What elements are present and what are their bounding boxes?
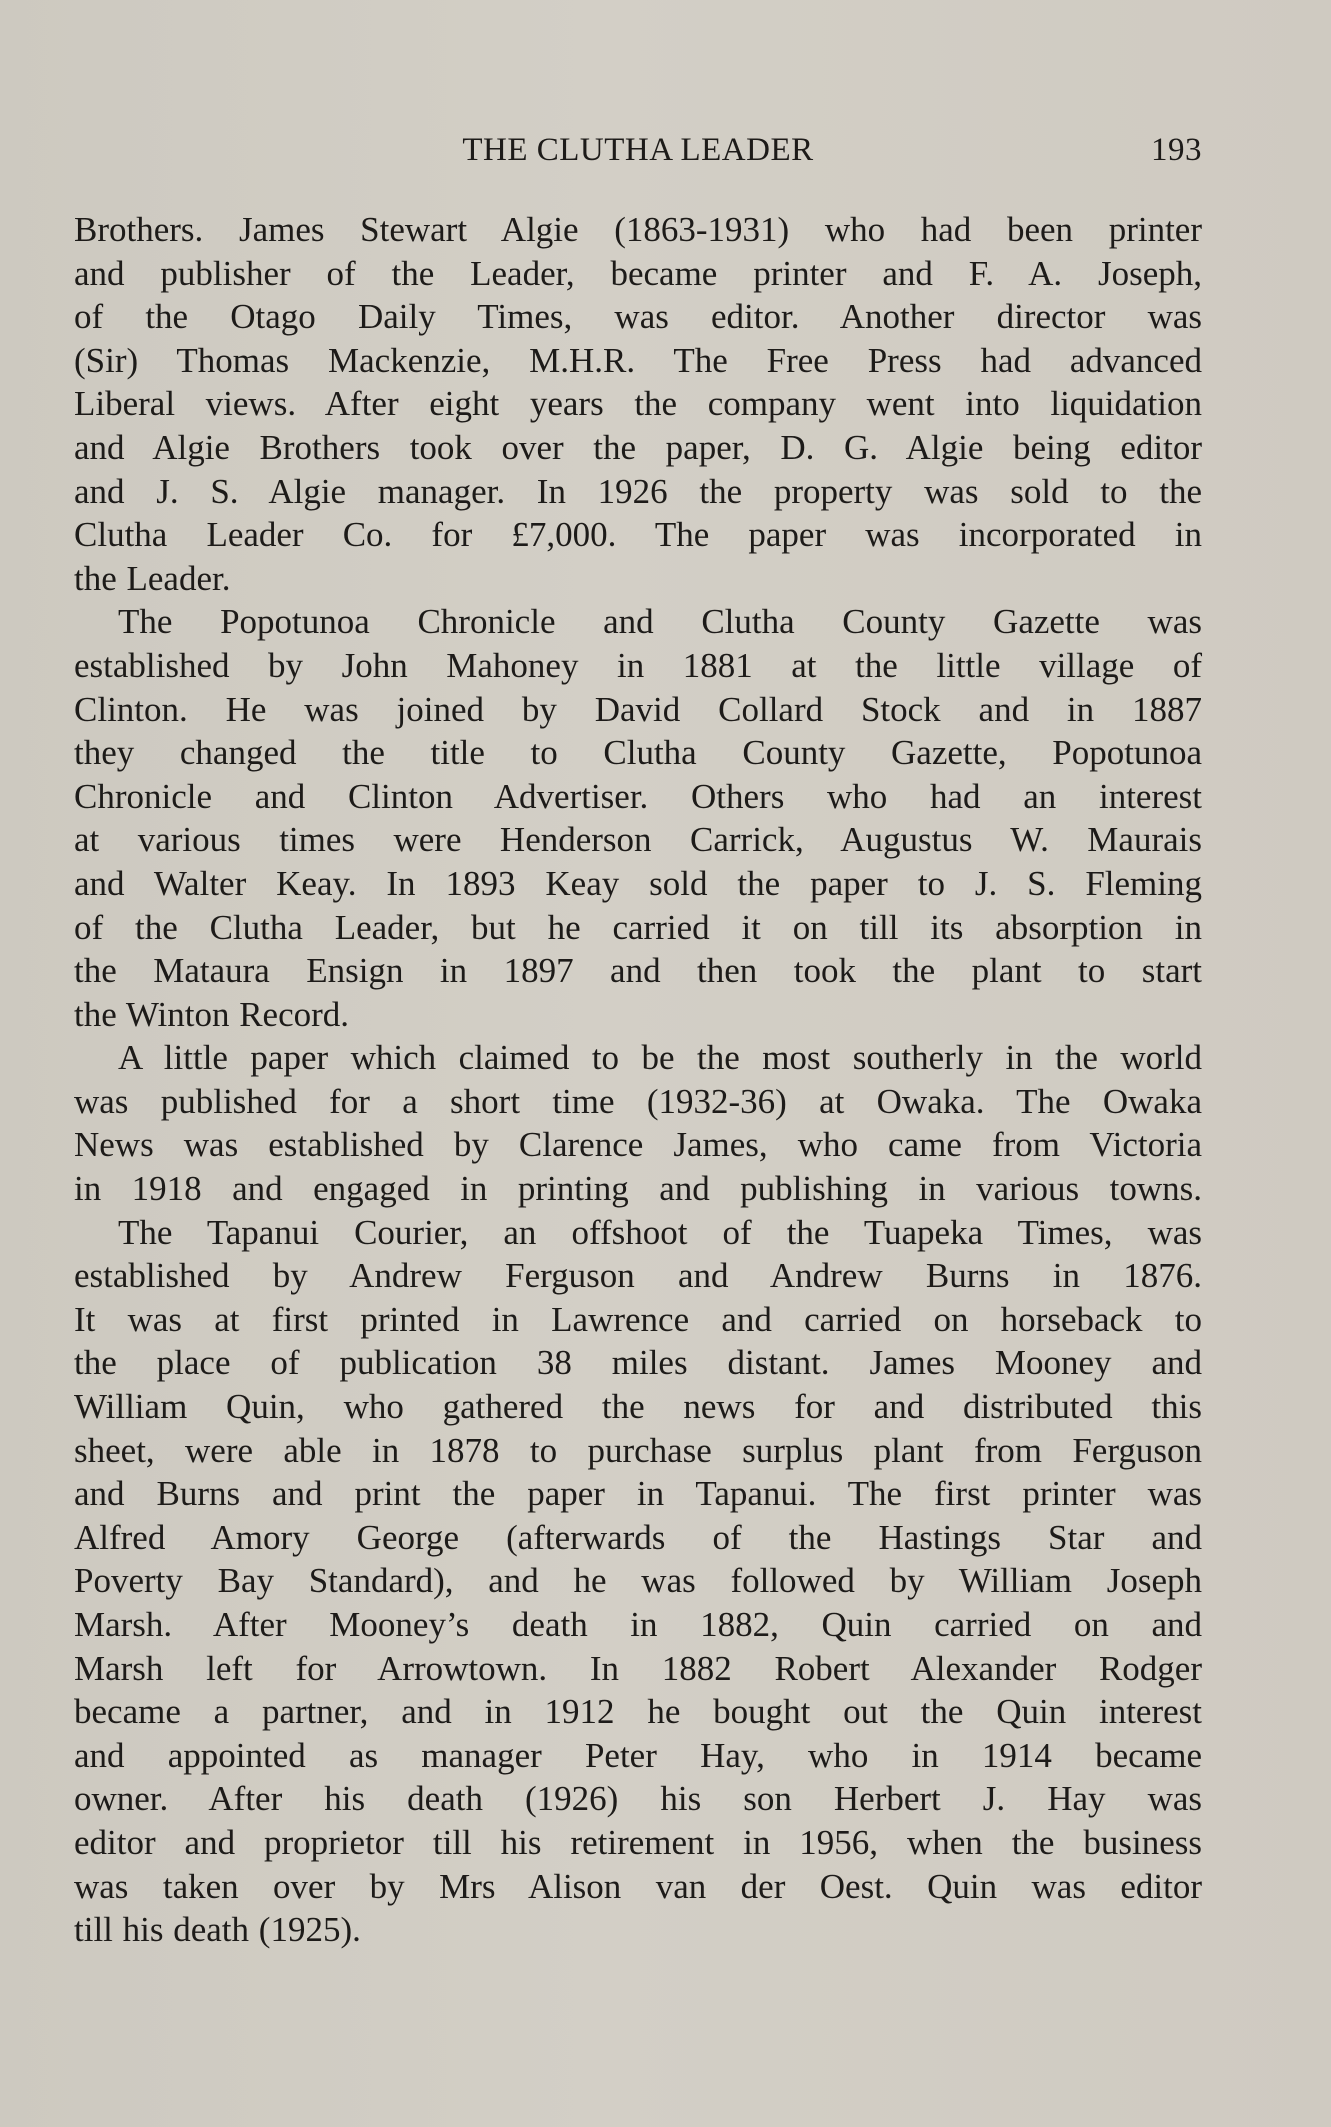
text-line: became a partner, and in 1912 he bought out the Quin interest bbox=[74, 1692, 1202, 1732]
text-line: Chronicle and Clinton Advertiser. Others who had an interest bbox=[74, 776, 1202, 816]
text-line: William Quin, who gathered the news for and distributed this bbox=[74, 1387, 1202, 1427]
text-line: Liberal views. After eight years the company went into liquidation bbox=[74, 384, 1202, 424]
text-line: established by John Mahoney in 1881 at the little village of bbox=[74, 645, 1202, 685]
text-line: Poverty Bay Standard), and he was followed by William Joseph bbox=[74, 1561, 1202, 1601]
text-line: It was at first printed in Lawrence and carried on horseback to bbox=[74, 1299, 1202, 1339]
running-title: THE CLUTHA LEADER bbox=[462, 132, 814, 168]
text-line: A little paper which claimed to be the most southerly in the world bbox=[118, 1038, 1202, 1078]
text-line: The Popotunoa Chronicle and Clutha County Gazette was bbox=[118, 602, 1202, 642]
text-line: of the Clutha Leader, but he carried it on till its absorption in bbox=[74, 907, 1202, 947]
text-line: and Algie Brothers took over the paper, D. G. Algie being editor bbox=[74, 427, 1202, 467]
text-line: The Tapanui Courier, an offshoot of the Tuapeka Times, was bbox=[118, 1212, 1202, 1252]
text-line: and J. S. Algie manager. In 1926 the property was sold to the bbox=[74, 471, 1202, 511]
text-line: and publisher of the Leader, became printer and F. A. Joseph, bbox=[74, 253, 1202, 293]
text-line: News was established by Clarence James, who came from Victoria bbox=[74, 1125, 1202, 1165]
text-line: at various times were Henderson Carrick, Augustus W. Maurais bbox=[74, 820, 1202, 860]
text-line: the Winton Record. bbox=[74, 994, 350, 1034]
text-line: the Mataura Ensign in 1897 and then took the plant to start bbox=[74, 951, 1202, 991]
text-line: and Burns and print the paper in Tapanui. The first printer was bbox=[74, 1474, 1202, 1514]
text-line: established by Andrew Ferguson and Andrew Burns in 1876. bbox=[74, 1256, 1202, 1296]
text-line: Clinton. He was joined by David Collard Stock and in 1887 bbox=[74, 689, 1202, 729]
text-line: the place of publication 38 miles distant. James Mooney and bbox=[74, 1343, 1202, 1383]
page-number: 193 bbox=[1151, 132, 1202, 168]
text-line: Brothers. James Stewart Algie (1863-1931) who had been printer bbox=[74, 210, 1202, 249]
text-line: till his death (1925). bbox=[74, 1910, 361, 1950]
text-line: they changed the title to Clutha County Gazette, Popotunoa bbox=[74, 733, 1202, 773]
text-line: sheet, were able in 1878 to purchase surplus plant from Ferguson bbox=[74, 1430, 1202, 1470]
text-line: and Walter Keay. In 1893 Keay sold the paper to J. S. Fleming bbox=[74, 863, 1202, 903]
text-line: the Leader. bbox=[74, 558, 231, 598]
text-line: in 1918 and engaged in printing and publishing in various towns. bbox=[74, 1169, 1202, 1209]
text-line: of the Otago Daily Times, was editor. Another director was bbox=[74, 297, 1202, 337]
text-line: Marsh. After Mooney’s death in 1882, Quin carried on and bbox=[74, 1605, 1202, 1644]
text-line: editor and proprietor till his retirement in 1956, when the business bbox=[74, 1822, 1202, 1862]
text-line: Marsh left for Arrowtown. In 1882 Robert Alexander Rodger bbox=[74, 1648, 1202, 1688]
text-line: (Sir) Thomas Mackenzie, M.H.R. The Free Press had advanced bbox=[74, 340, 1202, 380]
text-line: was taken over by Mrs Alison van der Oest. Quin was editor bbox=[74, 1866, 1202, 1906]
text-line: Alfred Amory George (afterwards of the Hastings Star and bbox=[74, 1517, 1202, 1557]
text-line: was published for a short time (1932-36) at Owaka. The Owaka bbox=[74, 1081, 1202, 1121]
text-line: owner. After his death (1926) his son Herbert J. Hay was bbox=[74, 1779, 1202, 1819]
page-header bbox=[74, 132, 1202, 176]
text-line: Clutha Leader Co. for £7,000. The paper was incorporated in bbox=[74, 515, 1202, 555]
body-text bbox=[74, 208, 1202, 1952]
text-line: and appointed as manager Peter Hay, who in 1914 became bbox=[74, 1735, 1202, 1775]
